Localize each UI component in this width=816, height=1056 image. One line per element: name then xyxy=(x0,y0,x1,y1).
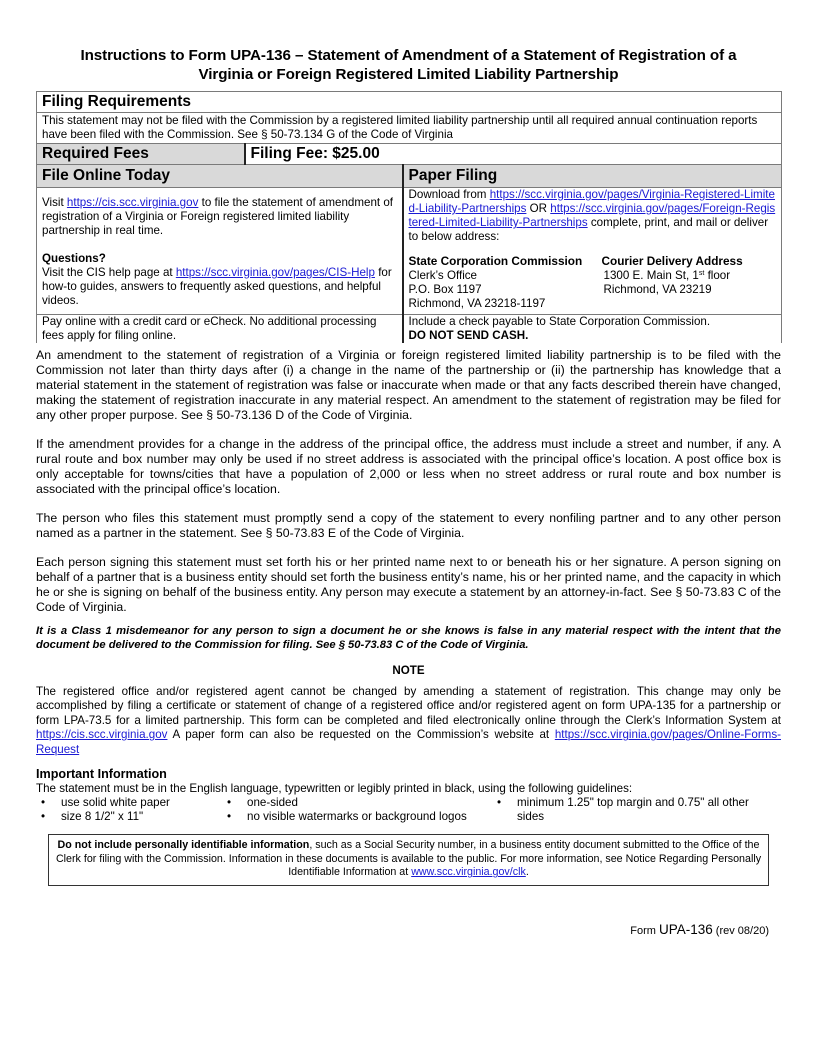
file-online-heading: File Online Today xyxy=(37,165,403,188)
paper-filing-heading: Paper Filing xyxy=(403,165,782,188)
foreign-registered-llp-link[interactable]: https://scc.virginia.gov/pages/Foreign-Registered-Limited-Liability-Partnerships xyxy=(408,202,776,229)
online-payment-text: Pay online with a credit card or eCheck. No additional processing fees apply for filing online. xyxy=(37,315,403,344)
note-cis-link[interactable]: https://cis.scc.virginia.gov xyxy=(36,728,168,742)
courier-address: Courier Delivery Address 1300 E. Main St, 1st floor Richmond, VA 23219 xyxy=(601,254,743,296)
guidelines-list xyxy=(36,796,781,824)
filing-fee-value: Filing Fee: $25.00 xyxy=(245,144,782,165)
online-help-text: Visit the CIS help page at https://scc.virginia.gov/pages/CIS-Help for how-to guides, answers to frequently asked questions, and helpful videos. xyxy=(42,266,392,307)
title-line-2: Virginia or Foreign Registered Limited Liability Partnership xyxy=(198,66,619,83)
required-fees-label: Required Fees xyxy=(37,144,245,165)
important-info-heading: Important Information xyxy=(36,767,167,782)
signature-paragraph: Each person signing this statement must set forth his or her printed name next to or beneath his or her signature. A person signing on behalf of a partner that is a business entity should set forth the business entity’s name, his or her printed name, and the capacity in which he or she is signing on behalf of the business entity. Any person may execute a statement by an attorney-in-fact. See § 50-73.83 C of the Code of Virginia. xyxy=(36,555,781,614)
important-info-intro: The statement must be in the English language, typewritten or legibly printed in black, using the following guidelines: xyxy=(36,782,633,796)
guideline-item: • use solid white paper xyxy=(36,796,222,810)
document-title xyxy=(36,46,781,84)
file-online-details xyxy=(37,188,403,315)
guidelines-column-1 xyxy=(36,796,222,824)
copy-to-partners-paragraph: The person who files this statement must promptly send a copy of the statement to every nonfiling partner and to any other person named as a partner in the statement. See § 50-73.83 E of the Code of Virginia. xyxy=(36,511,781,540)
guidelines-column-3 xyxy=(492,796,772,824)
paper-payment-text: Include a check payable to State Corporation Commission. DO NOT SEND CASH. xyxy=(403,315,782,344)
questions-heading: Questions? xyxy=(42,252,106,265)
guideline-item: • no visible watermarks or background logos xyxy=(222,810,492,824)
amendment-timing-paragraph: An amendment to the statement of registration of a Virginia or foreign registered limited liability partnership is to be filed with the Commission not later than thirty days after (i) a change in the name of the partnership or (ii) the partnership has knowledge that a material statement in the statement of registration was false or inaccurate when made or that any facts described therein have changed, making the statement of registration inaccurate in any material respect. An amendment to the statement of registration may be filed for any other proper purpose. See § 50-73.136 D of the Code of Virginia. xyxy=(36,348,781,422)
mailing-address: State Corporation Commission Clerk’s Office P.O. Box 1197 Richmond, VA 23218-1197 xyxy=(408,254,583,310)
misdemeanor-warning: It is a Class 1 misdemeanor for any person to sign a document he or she knows is false in any material respect with the intent that the document be delivered to the Commission for filing. See § 50-73.83 C of the Code of Virginia. xyxy=(36,625,781,651)
filing-requirements-text: This statement may not be filed with the Commission by a registered limited liability partnership until all required annual continuation reports have been filed with the Commission. See § 50-73.134 G of the Code of Virginia xyxy=(37,113,782,144)
form-number: UPA-136 xyxy=(658,922,713,937)
va-registered-llp-link[interactable]: https://scc.virginia.gov/pages/Virginia-Registered-Limited-Liability-Partnerships xyxy=(408,188,775,215)
mailing-addresses xyxy=(409,254,777,311)
requirements-table xyxy=(36,91,782,343)
form-footer: Form UPA-136 (rev 08/20) xyxy=(630,922,769,937)
cis-help-link[interactable]: https://scc.virginia.gov/pages/CIS-Help xyxy=(175,266,375,279)
paper-filing-details xyxy=(403,188,782,315)
paper-download-text: Download from https://scc.virginia.gov/pages/Virginia-Registered-Limited-Liability-Partnerships OR https://scc.virginia.gov/pages/Foreign-Registered-Limited-Liability-Partnerships complete, print, and mail or deliver to below address: xyxy=(408,188,776,243)
cis-link[interactable]: https://cis.scc.virginia.gov xyxy=(66,196,199,209)
guideline-item: • one-sided xyxy=(222,796,492,810)
guideline-item: • size 8 1/2" x 11" xyxy=(36,810,222,824)
online-visit-text: Visit https://cis.scc.virginia.gov to file the statement of amendment of registration of a Virginia or Foreign registered limited liability partnership in real time. xyxy=(42,196,394,237)
document-page xyxy=(36,46,781,886)
filing-requirements-heading: Filing Requirements xyxy=(37,92,782,113)
pii-notice-box: Do not include personally identifiable information, such as a Social Security number, in a business entity document submitted to the Office of the Clerk for filing with the Commission. Information in these documents is available to the public. For more information, see Notice Regarding Personally Identifiable Information at www.scc.virginia.gov/clk. xyxy=(48,834,769,886)
online-forms-request-link[interactable]: https://scc.virginia.gov/pages/Online-Forms-Request xyxy=(36,728,781,756)
note-heading: NOTE xyxy=(392,664,425,677)
note-text: The registered office and/or registered agent cannot be changed by amending a statement of registration. This change may only be accomplished by filing a certificate or statement of change of a registered office and/or registered agent on form UPA-135 for a partnership or form LPA-73.5 for a limited partnership. This form can be completed and filed electronically online through the Clerk’s Information System at https://cis.scc.virginia.gov A paper form can also be requested on the Commission’s website at https://scc.virginia.gov/pages/Online-Forms-Request xyxy=(36,685,781,756)
clerk-website-link[interactable]: www.scc.virginia.gov/clk xyxy=(411,866,526,879)
principal-office-address-paragraph: If the amendment provides for a change in the address of the principal office, the address must include a street and number, if any. A rural route and box number may only be used if no street address is associated with the principal office’s location. A post office box is only acceptable for towns/cities that have a population of 2,000 or less when no street address or rural route and box number is associated with the principal office’s location. xyxy=(36,437,781,496)
guideline-item: • minimum 1.25" top margin and 0.75" all other sides xyxy=(492,796,772,824)
title-line-1: Instructions to Form UPA-136 – Statement of Amendment of a Statement of Registration of a xyxy=(80,47,737,64)
guidelines-column-2 xyxy=(222,796,492,824)
